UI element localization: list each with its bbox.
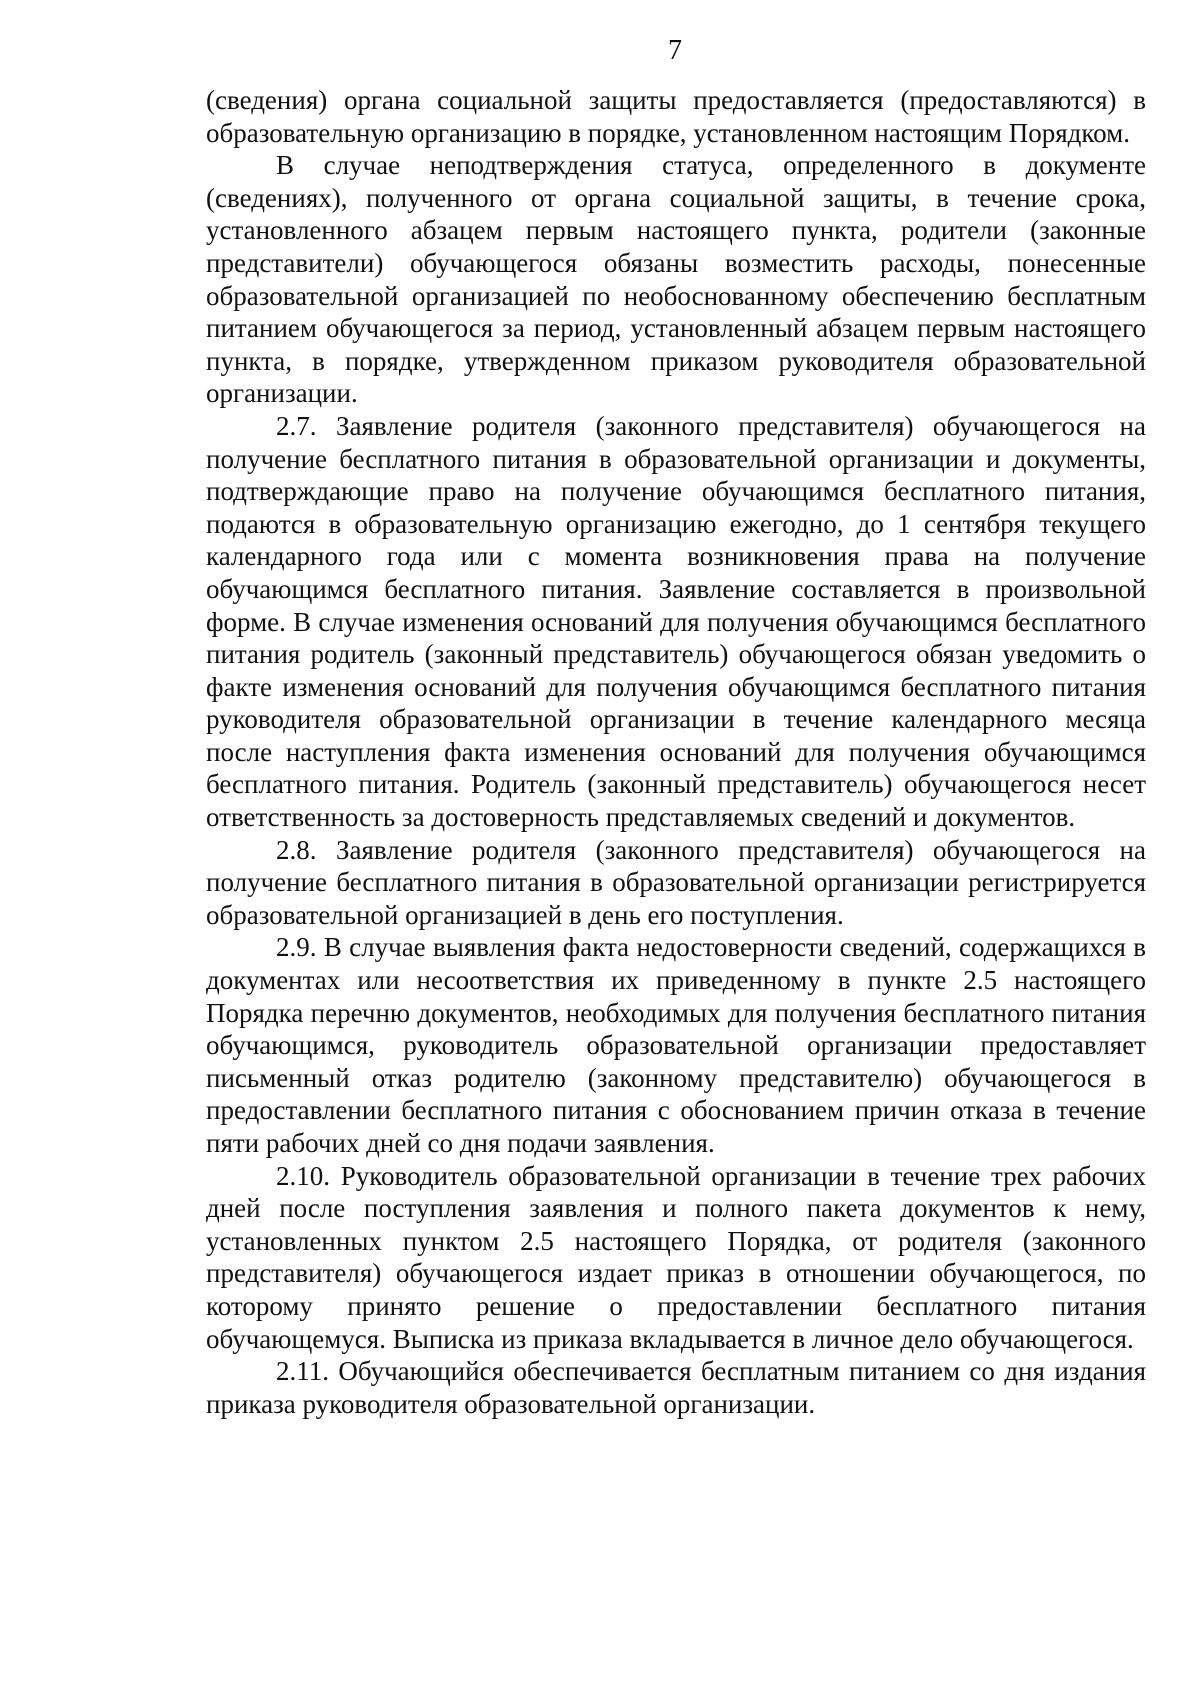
paragraph-2-8: 2.8. Заявление родителя (законного представителя) обучающегося на получение бесплатного питания в образовательной организации регистрируется образовательной организацией в день его поступления. (206, 834, 1146, 930)
paragraph-2-11: 2.11. Обучающийся обеспечивается бесплатным питанием со дня издания приказа руководителя образовательной организации. (206, 1356, 1146, 1419)
paragraph-2-9: 2.9. В случае выявления факта недостоверности сведений, содержащихся в документах или несоответствия их приведенному в пункте 2.5 настоящего Порядка перечню документов, необходимых для получения бесплатного питания обучающимся, руководитель образовательной организации предоставляет письменный отказ родителю (законному представителю) обучающегося в предоставлении бесплатного питания с обоснованием причин отказа в течение пяти рабочих дней со дня подачи заявления. (206, 932, 1146, 1158)
paragraph-status-refund: В случае неподтверждения статуса, определенного в документе (сведениях), полученного от органа социальной защиты, в течение срока, установленного абзацем первым настоящего пункта, родители (законные представители) обучающегося обязаны возместить расходы, понесенные образовательной организацией по необоснованному обеспечению бесплатным питанием обучающегося за период, установленный абзацем первым настоящего пункта, в порядке, утвержденном приказом руководителя образовательной организации. (206, 150, 1146, 409)
document-body (206, 84, 1146, 1420)
paragraph-2-10: 2.10. Руководитель образовательной организации в течение трех рабочих дней после поступления заявления и полного пакета документов к нему, установленных пунктом 2.5 настоящего Порядка, от родителя (законного представителя) обучающегося издает приказ в отношении обучающегося, по которому принято решение о предоставлении бесплатного питания обучающемуся. Выписка из приказа вкладывается в личное дело обучающегося. (206, 1160, 1146, 1354)
paragraph-continuation: (сведения) органа социальной защиты предоставляется (предоставляются) в образовательную организацию в порядке, установленном настоящим Порядком. (206, 85, 1146, 148)
page-number: 7 (668, 35, 682, 66)
paragraph-2-7: 2.7. Заявление родителя (законного представителя) обучающегося на получение бесплатного питания в образовательной организации и документы, подтверждающие право на получение обучающимся бесплатного питания, подаются в образовательную организацию ежегодно, до 1 сентября текущего календарного года или с момента возникновения права на получение обучающимся бесплатного питания. Заявление составляется в произвольной форме. В случае изменения оснований для получения обучающимся бесплатного питания родитель (законный представитель) обучающегося обязан уведомить о факте изменения оснований для получения обучающимся бесплатного питания руководителя образовательной организации в течение календарного месяца после наступления факта изменения оснований для получения обучающимся бесплатного питания. Родитель (законный представитель) обучающегося несет ответственность за достоверность представляемых сведений и документов. (206, 410, 1146, 833)
